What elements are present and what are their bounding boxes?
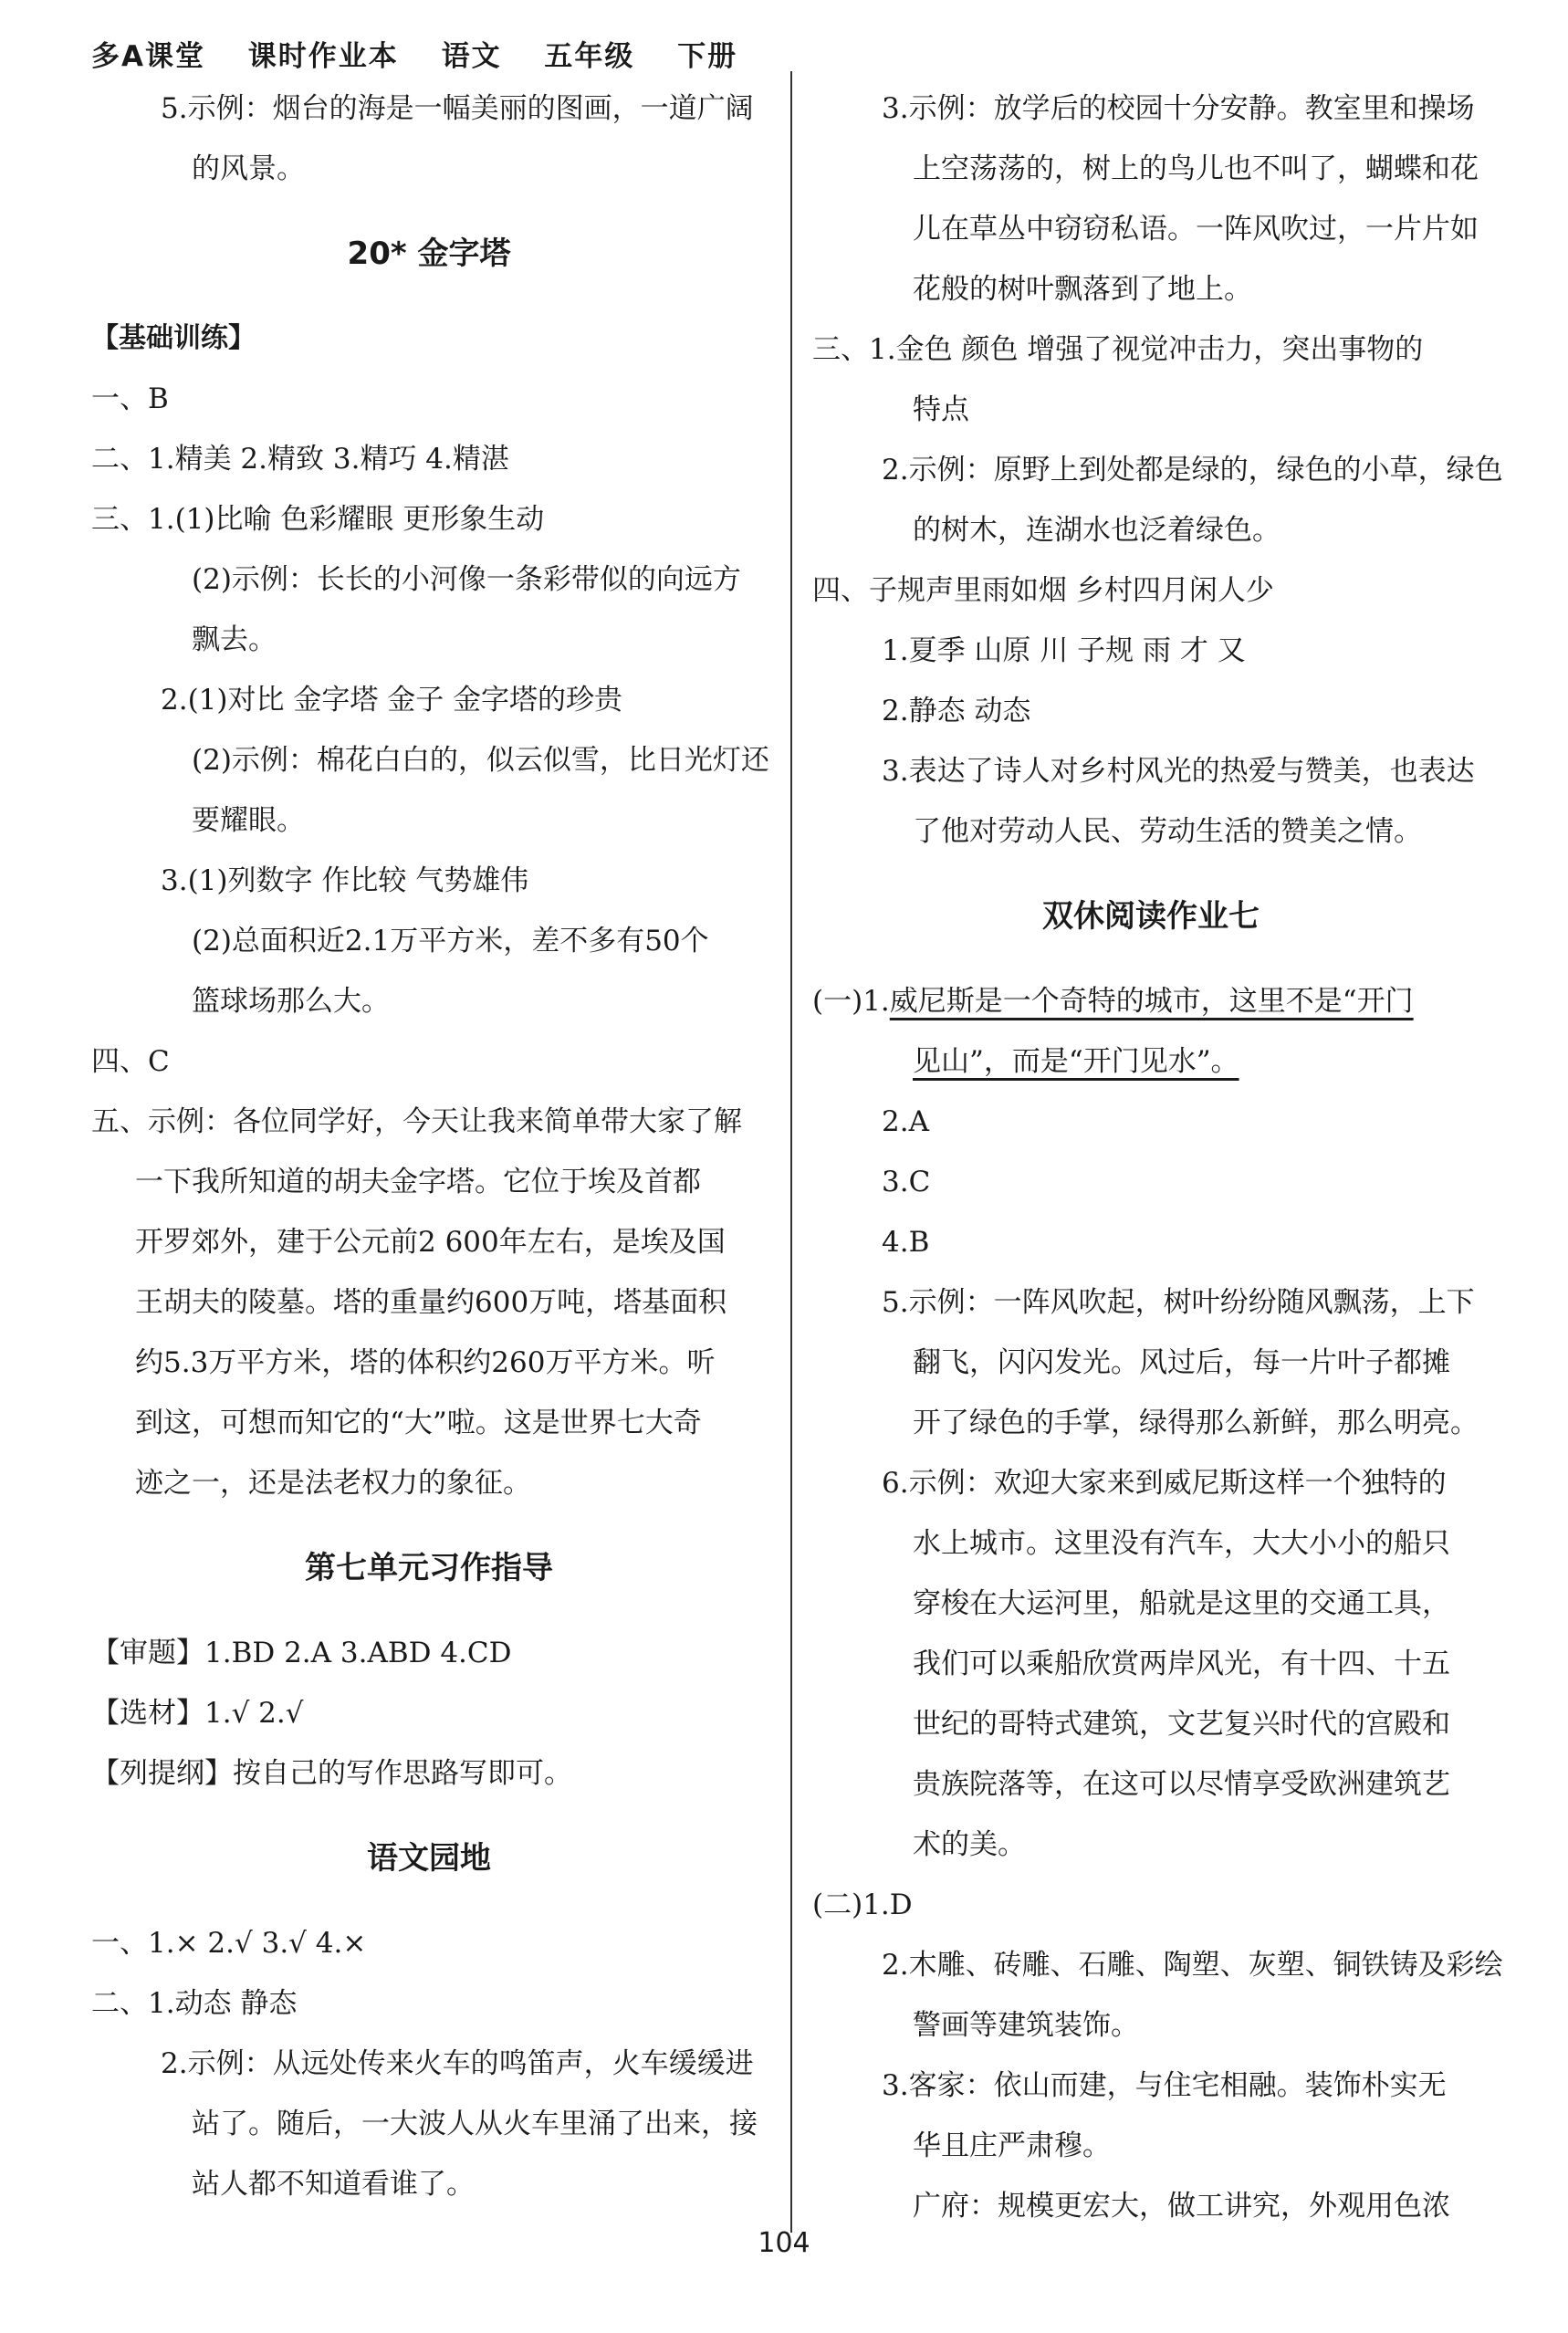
lesson-title: 语文园地	[367, 1840, 491, 1877]
answer-line: 特点	[913, 393, 969, 426]
answer-line: 开罗郊外，建于公元前2 600年左右，是埃及国	[135, 1226, 726, 1259]
page-header	[91, 33, 768, 74]
answer-line: 儿在草丛中窃窃私语。一阵风吹过，一片片如	[913, 213, 1479, 246]
answer-line: 【列提纲】按自己的写作思路写即可。	[91, 1757, 572, 1790]
answer-line: 的风景。	[192, 152, 305, 185]
answer-line: 我们可以乘船欣赏两岸风光，有十四、十五	[913, 1648, 1450, 1680]
answer-line: (2)总面积近2.1万平方米，差不多有50个	[192, 925, 709, 957]
page-number: 104	[758, 2227, 810, 2259]
answer-line: 4.B	[882, 1226, 930, 1259]
header-volume: 下册	[677, 40, 738, 73]
answer-line: 花般的树叶飘落到了地上。	[913, 273, 1252, 306]
answer-line: 的树木，连湖水也泛着绿色。	[913, 514, 1281, 547]
header-book: 课时作业本	[247, 40, 399, 73]
answer-line: 站人都不知道看谁了。	[192, 2168, 475, 2201]
answer-line: 3.表达了诗人对乡村风光的热爱与赞美，也表达	[882, 755, 1475, 788]
answer-line: 2.木雕、砖雕、石雕、陶塑、灰塑、铜铁铸及彩绘	[882, 1949, 1503, 1982]
answer-line: 2.静态 动态	[882, 695, 1031, 727]
answer-line: 站了。随后，一大波人从火车里涌了出来，接	[192, 2108, 758, 2140]
right-column	[812, 78, 1503, 2236]
answer-line: 5.示例：一阵风吹起，树叶纷纷随风飘荡，上下	[882, 1286, 1475, 1319]
answer-line: 【审题】1.BD 2.A 3.ABD 4.CD	[91, 1637, 512, 1669]
answer-line: 约5.3万平方米，塔的体积约260万平方米。听	[135, 1346, 716, 1379]
answer-line	[812, 1031, 1490, 1092]
underlined-answer: 威尼斯是一个奇特的城市，这里不是“开门	[889, 985, 1414, 1018]
lesson-title: 20* 金字塔	[347, 235, 511, 272]
answer-line: 1.夏季 山原 川 子规 雨 才 又	[882, 634, 1246, 667]
answer-line: 世纪的哥特式建筑，文艺复兴时代的宫殿和	[913, 1708, 1450, 1741]
header-subject: 语文	[441, 40, 502, 73]
answer-line: 二、1.精美 2.精致 3.精巧 4.精湛	[91, 443, 509, 476]
answer-line: 【选材】1.√ 2.√	[91, 1697, 304, 1730]
answer-line: 飘去。	[192, 623, 277, 656]
answer-line: 五、示例：各位同学好，今天让我来简单带大家了解	[91, 1105, 742, 1138]
answer-line: 翻飞，闪闪发光。风过后，每一片叶子都摊	[913, 1346, 1450, 1379]
answer-line: (二)1.D	[812, 1888, 913, 1921]
answer-line: 3.客家：依山而建，与住宅相融。装饰朴实无	[882, 2069, 1447, 2102]
answer-line: 5.示例：烟台的海是一幅美丽的图画，一道广阔	[161, 92, 754, 125]
answer-line: 一、1.× 2.√ 3.√ 4.×	[91, 1927, 367, 1960]
answer-line: 穿梭在大运河里，船就是这里的交通工具，	[913, 1587, 1450, 1620]
answer-line: 三、1.金色 颜色 增强了视觉冲击力，突出事物的	[812, 333, 1424, 366]
answer-line: 迹之一，还是法老权力的象征。	[135, 1467, 531, 1500]
header-grade: 五年级	[544, 40, 635, 73]
underlined-answer: 见山”，而是“开门见水”。	[913, 1045, 1239, 1078]
answer-line: (2)示例：长长的小河像一条彩带似的向远方	[192, 563, 741, 596]
answer-line: 2.示例：原野上到处都是绿的，绿色的小草，绿色	[882, 454, 1503, 486]
answer-line: 广府：规模更宏大，做工讲究，外观用色浓	[913, 2190, 1450, 2223]
answer-line: 了他对劳动人民、劳动生活的赞美之情。	[913, 815, 1422, 848]
column-divider	[790, 71, 792, 2233]
answer-line: 警画等建筑装饰。	[913, 2009, 1139, 2042]
answer-line: 三、1.(1)比喻 色彩耀眼 更形象生动	[91, 503, 545, 536]
answer-line: 四、子规声里雨如烟 乡村四月闲人少	[812, 574, 1274, 607]
answer-line: 水上城市。这里没有汽车，大大小小的船只	[913, 1527, 1450, 1560]
answer-line: 四、C	[91, 1045, 170, 1078]
answer-line: (2)示例：棉花白白的，似云似雪，比日光灯还	[192, 744, 769, 777]
answer-line: 二、1.动态 静态	[91, 1987, 298, 2020]
answer-line: 3.示例：放学后的校园十分安静。教室里和操场	[882, 92, 1475, 125]
answer-line: 要耀眼。	[192, 804, 305, 837]
answer-line: 2.示例：从远处传来火车的鸣笛声，火车缓缓进	[161, 2047, 754, 2080]
lesson-title: 第七单元习作指导	[305, 1550, 553, 1586]
answer-line: 一下我所知道的胡夫金字塔。它位于埃及首都	[135, 1166, 701, 1198]
answer-line: 3.C	[882, 1166, 931, 1198]
answer-line: 6.示例：欢迎大家来到威尼斯这样一个独特的	[882, 1467, 1447, 1500]
answer-line: 篮球场那么大。	[192, 985, 390, 1018]
answer-line: 王胡夫的陵墓。塔的重量约600万吨，塔基面积	[135, 1286, 727, 1319]
answer-line: 到这，可想而知它的“大”啦。这是世界七大奇	[135, 1407, 702, 1439]
answer-line: 上空荡荡的，树上的鸟儿也不叫了，蝴蝶和花	[913, 152, 1479, 185]
answer-line: 术的美。	[913, 1828, 1026, 1861]
lesson-title: 双休阅读作业七	[1042, 898, 1260, 935]
answer-line: 一、B	[91, 382, 169, 415]
answer-line: 2.(1)对比 金字塔 金子 金字塔的珍贵	[161, 684, 623, 717]
section-title: 【基础训练】	[91, 322, 256, 354]
question-number: (一)1.	[812, 985, 890, 1018]
answer-line: 2.A	[882, 1105, 929, 1138]
answer-line: 贵族院落等，在这可以尽情享受欧洲建筑艺	[913, 1768, 1450, 1801]
left-column	[91, 78, 767, 2214]
answer-line	[812, 971, 1490, 1031]
answer-line: 华且庄严肃穆。	[913, 2129, 1111, 2162]
header-brand: 多A课堂	[91, 40, 205, 73]
answer-line: 开了绿色的手掌，绿得那么新鲜，那么明亮。	[913, 1407, 1479, 1439]
answer-line: 3.(1)列数字 作比较 气势雄伟	[161, 864, 529, 897]
